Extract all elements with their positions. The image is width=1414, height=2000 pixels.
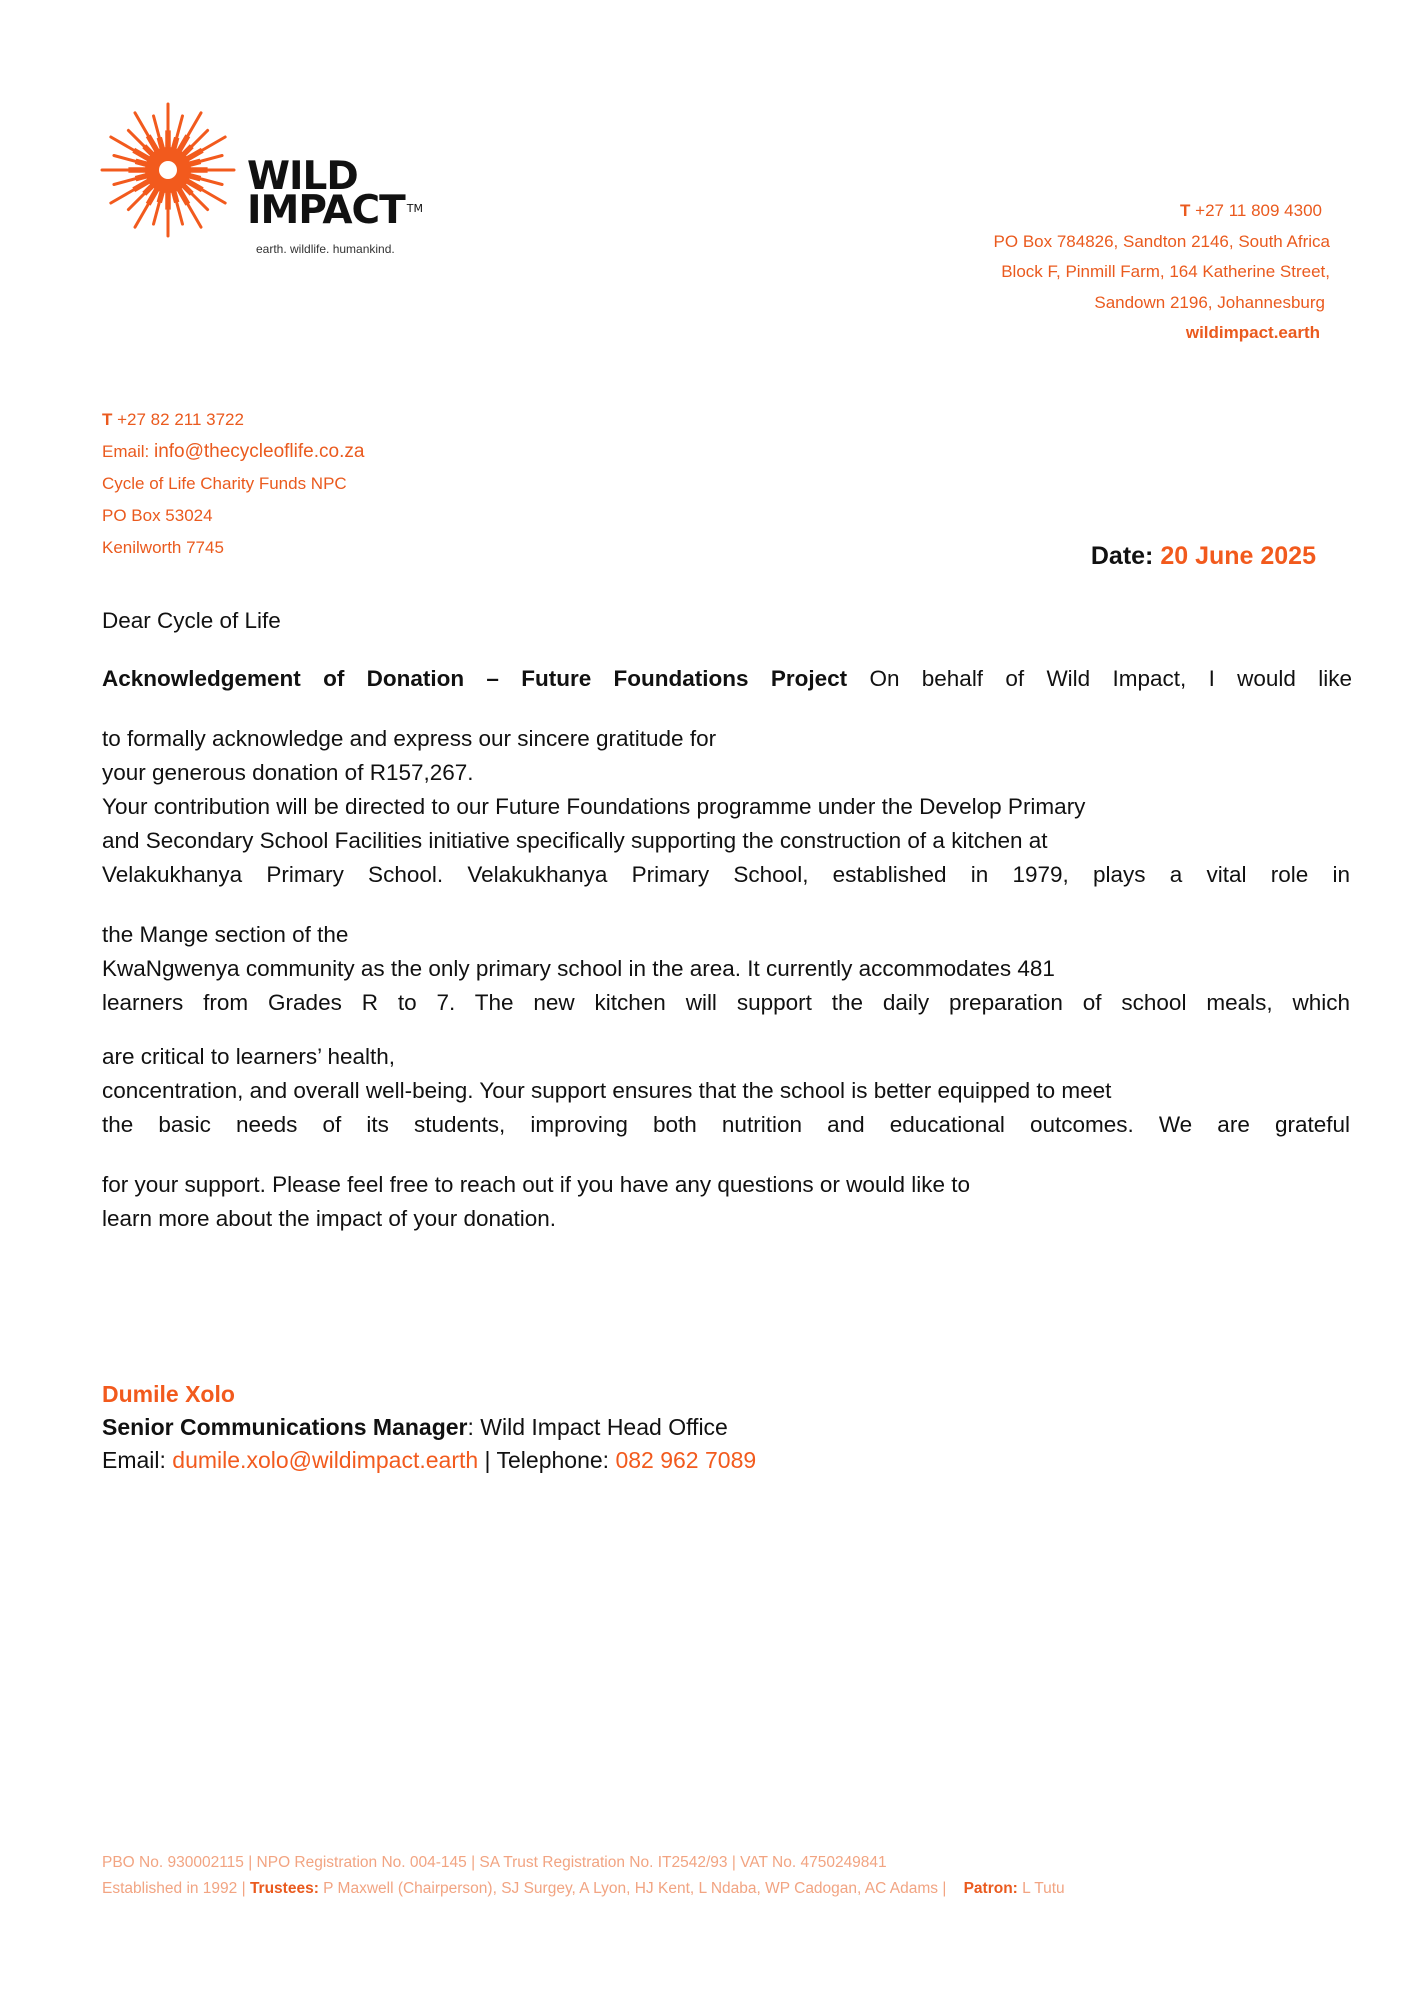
- body-paragraph-3: [102, 1040, 1350, 1142]
- body-line: concentration, and overall well-being. Your support ensures that the school is better equipped to meet: [102, 1078, 1112, 1103]
- footer-trustees-label: Trustees:: [249, 1880, 319, 1897]
- recipient-postal: PO Box 53024: [102, 506, 213, 525]
- hq-phone[interactable]: +27 11 809 4300: [1195, 201, 1322, 220]
- body-line: the basic needs of its students, improving both nutrition and educational outcomes. We are grateful: [102, 1112, 1350, 1137]
- date-label: Date:: [1090, 542, 1154, 570]
- body-paragraph-2: [102, 918, 1350, 1020]
- body-line: are critical to learners’ health,: [102, 1044, 396, 1069]
- body-line: Velakukhanya Primary School. Velakukhanya Primary School, established in 1979, plays a vital role in: [102, 862, 1350, 887]
- letter-date: [1091, 542, 1316, 571]
- brand-name-line2: IMPACT: [247, 188, 405, 233]
- sunburst-icon: [98, 100, 238, 240]
- footer: [102, 1850, 1065, 1902]
- body-line: your generous donation of R157,267.: [102, 760, 474, 785]
- footer-patron-label: Patron:: [963, 1880, 1018, 1897]
- recipient-organisation: Cycle of Life Charity Funds NPC: [102, 474, 347, 493]
- signature-block: [102, 1378, 756, 1477]
- signatory-name: Dumile Xolo: [102, 1381, 235, 1407]
- signatory-email-link[interactable]: dumile.xolo@wildimpact.earth: [172, 1447, 479, 1473]
- hq-street-address-2: Sandown 2196, Johannesburg: [1094, 292, 1325, 312]
- body-paragraph-1: [102, 722, 1350, 892]
- footer-established: Established in 1992 |: [102, 1880, 250, 1897]
- hq-street-address-1: Block F, Pinmill Farm, 164 Katherine Street,: [1001, 262, 1330, 281]
- body-paragraph-4: [102, 1168, 1350, 1236]
- brand-tagline: earth. wildlife. humankind.: [256, 242, 395, 256]
- footer-registration: PBO No. 930002115 | NPO Registration No. 004-145 | SA Trust Registration No. IT2542/93 | VAT No. 4750249841: [102, 1854, 887, 1871]
- body-line: On behalf of Wild Impact, I would like: [869, 666, 1352, 691]
- footer-trustees: P Maxwell (Chairperson), SJ Surgey, A Lyon, HJ Kent, L Ndaba, WP Cadogan, AC Adams |: [318, 1880, 947, 1897]
- subject-line: [102, 662, 1352, 696]
- signatory-email-label: Email:: [102, 1447, 173, 1473]
- date-value: 20 June 2025: [1160, 542, 1316, 570]
- body-line: learn more about the impact of your donation.: [102, 1206, 557, 1231]
- hq-contact-block: [994, 196, 1330, 349]
- recipient-email-label: Email:: [102, 442, 150, 461]
- body-line: the Mange section of the: [102, 922, 349, 947]
- recipient-city: Kenilworth 7745: [102, 538, 224, 557]
- brand-name-line1: WILD: [247, 154, 358, 199]
- recipient-phone-label: T: [102, 410, 113, 429]
- body-line: to formally acknowledge and express our sincere gratitude for: [102, 726, 717, 751]
- signatory-phone-label: | Telephone:: [478, 1447, 616, 1473]
- subject-heading: Acknowledgement of Donation – Future Foundations Project: [102, 666, 848, 691]
- signatory-title: Senior Communications Manager: [102, 1414, 468, 1440]
- body-line: and Secondary School Facilities initiative specifically supporting the construction of a kitchen at: [102, 828, 1048, 853]
- footer-patron: L Tutu: [1017, 1880, 1065, 1897]
- recipient-block: [102, 404, 364, 564]
- recipient-phone[interactable]: +27 82 211 3722: [117, 410, 244, 429]
- body-line: Your contribution will be directed to our Future Foundations programme under the Develop Primary: [102, 794, 1086, 819]
- hq-postal-address: PO Box 784826, Sandton 2146, South Africa: [993, 231, 1330, 251]
- signatory-office: : Wild Impact Head Office: [467, 1414, 728, 1440]
- body-line: learners from Grades R to 7. The new kitchen will support the daily preparation of school meals, which: [102, 990, 1350, 1015]
- brand-wordmark: [247, 154, 423, 233]
- body-line: for your support. Please feel free to reach out if you have any questions or would like to: [102, 1172, 970, 1197]
- hq-website-link[interactable]: wildimpact.earth: [1185, 323, 1320, 342]
- trademark-symbol: TM: [406, 202, 423, 215]
- signatory-phone[interactable]: 082 962 7089: [615, 1447, 757, 1473]
- recipient-email-link[interactable]: info@thecycleoflife.co.za: [153, 441, 365, 462]
- salutation: Dear Cycle of Life: [102, 608, 281, 633]
- body-line: KwaNgwenya community as the only primary school in the area. It currently accommodates 481: [102, 956, 1055, 981]
- hq-phone-label: T: [1180, 201, 1191, 220]
